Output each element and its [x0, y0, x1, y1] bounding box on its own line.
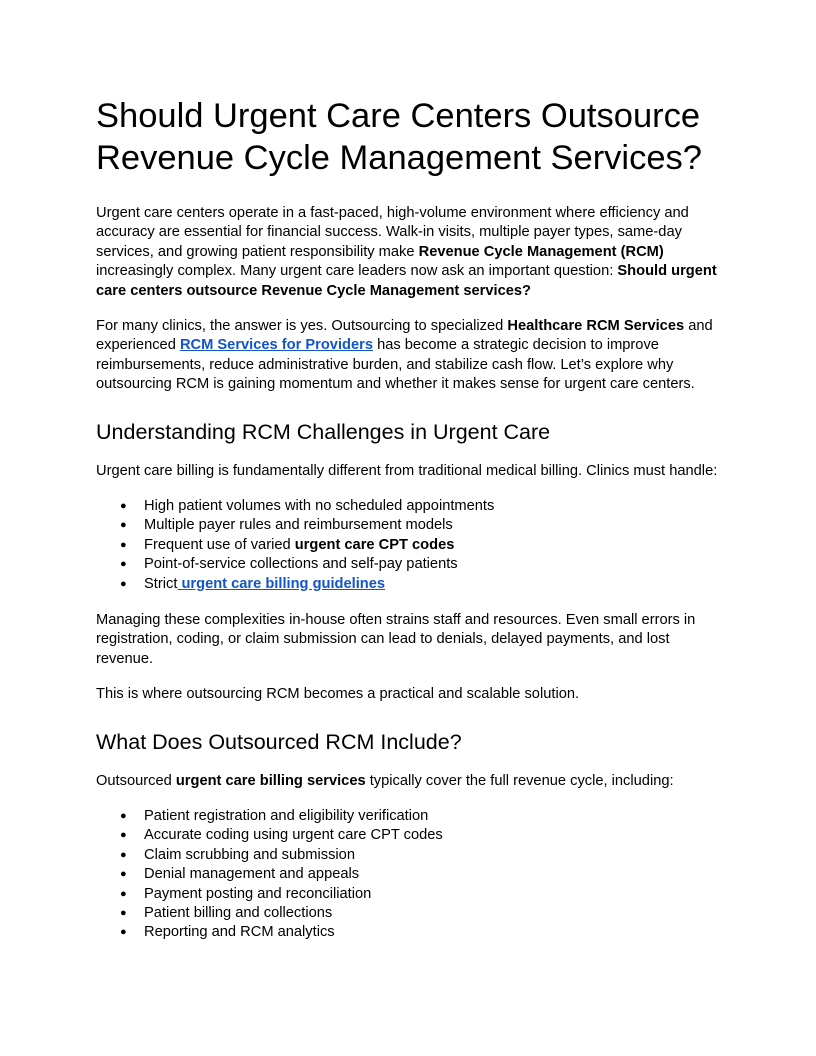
outsourced-lead-text-2: typically cover the full revenue cycle, including:: [365, 773, 674, 789]
intro-text-2: increasingly complex. Many urgent care leaders now ask an important question:: [96, 263, 618, 280]
intro-paragraph: [96, 204, 728, 301]
para2-text-3: has become a strategic decision to improve reimbursements, reduce administrative burden, and stabilize cash flow. Let’s explore why outsourcing RCM is gaining momentum and whether it makes sense for urgent care centers.: [96, 337, 695, 393]
urgent-care-billing-guidelines-link[interactable]: urgent care billing guidelines: [177, 575, 386, 592]
outsourced-lead: [96, 772, 728, 791]
para2-text-2: and experienced: [96, 318, 713, 354]
list-item: ● Denial management and appeals: [96, 865, 443, 884]
list-item: ● Patient billing and collections: [96, 904, 443, 923]
para2-text-1: For many clinics, the answer is yes. Outsourcing to specialized: [96, 318, 508, 334]
list-item: ● Multiple payer rules and reimbursement models: [96, 516, 494, 535]
section-heading-challenges: Understanding RCM Challenges in Urgent Care: [96, 420, 551, 444]
list-item: ● Payment posting and reconciliation: [96, 885, 443, 904]
list-item: [96, 575, 494, 594]
outsourced-lead-text-1: Outsourced: [96, 773, 176, 789]
list-item: ● Patient registration and eligibility verification: [96, 807, 443, 826]
para2-bold-services: Healthcare RCM Services: [507, 318, 685, 334]
intro-bold-question: Should urgent care centers outsource Revenue Cycle Management services?: [96, 263, 717, 299]
intro-bold-rcm: Revenue Cycle Management (RCM): [418, 243, 664, 260]
challenges-lead: Urgent care billing is fundamentally different from traditional medical billing. Clinics must handle:: [96, 463, 718, 479]
bullet5-text: Strict: [144, 575, 178, 592]
intro-text-1: Urgent care centers operate in a fast-paced, high-volume environment where efficiency and accuracy are essential for financial success. Walk-in visits, multiple payer types, same-day services, and growing patient responsibility make: [96, 205, 689, 260]
list-item: ● Claim scrubbing and submission: [96, 846, 443, 865]
bullet3-text: Frequent use of varied: [144, 536, 295, 553]
outsourced-services-list: [96, 807, 443, 943]
page-title: Should Urgent Care Centers Outsource Revenue Cycle Management Services?: [96, 97, 702, 177]
section-heading-outsourced-rcm: What Does Outsourced RCM Include?: [96, 730, 462, 754]
second-paragraph: [96, 317, 728, 395]
solution-paragraph: This is where outsourcing RCM becomes a practical and scalable solution.: [96, 686, 580, 702]
outsourced-lead-bold: urgent care billing services: [175, 773, 366, 789]
list-item: ● High patient volumes with no scheduled appointments: [96, 497, 494, 516]
challenges-list: [96, 497, 494, 594]
list-item: ● Reporting and RCM analytics: [96, 923, 443, 942]
rcm-services-for-providers-link[interactable]: RCM Services for Providers: [179, 337, 373, 354]
list-item: [96, 536, 494, 555]
complexities-paragraph: Managing these complexities in-house often strains staff and resources. Even small errors in registration, coding, or claim submission can lead to denials, delayed payments, and lost revenue.: [96, 612, 696, 667]
bullet3-bold: urgent care CPT codes: [294, 536, 455, 553]
list-item: ● Accurate coding using urgent care CPT codes: [96, 826, 443, 845]
list-item: ● Point-of-service collections and self-pay patients: [96, 555, 494, 574]
